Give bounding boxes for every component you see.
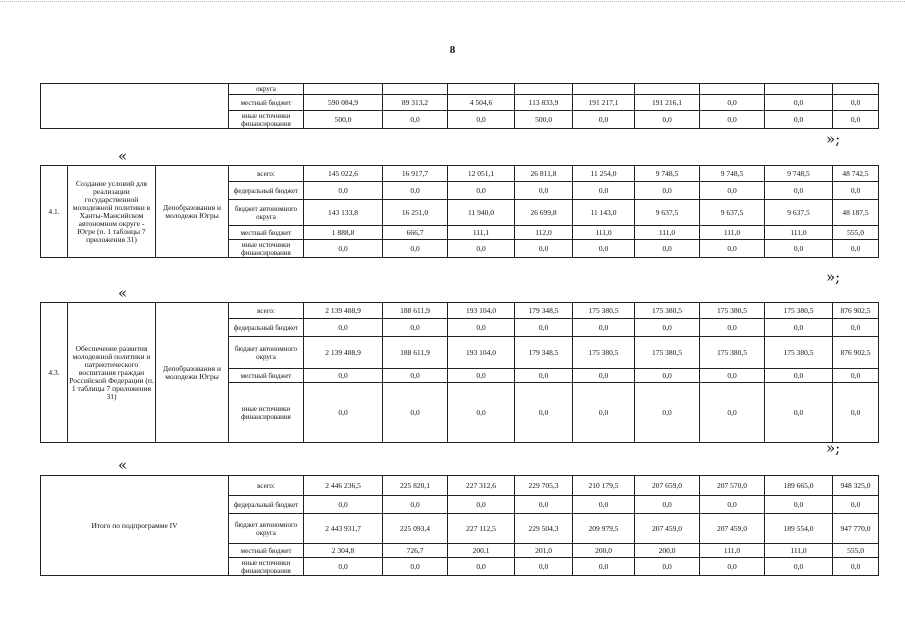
- budget-table-continuation: [40, 83, 879, 129]
- value-cell: 0,0: [448, 369, 515, 383]
- page-number: 8: [449, 44, 456, 56]
- value-cell: 0,0: [833, 496, 879, 514]
- value-cell: 0,0: [573, 558, 635, 576]
- value-cell: 111,0: [765, 544, 833, 558]
- value-cell: 0,0: [635, 558, 700, 576]
- value-cell: 9 637,5: [635, 200, 700, 226]
- value-cell: 0,0: [383, 496, 448, 514]
- closing-quote: »;: [826, 439, 841, 457]
- value-cell: 0,0: [573, 111, 635, 129]
- value-cell: 0,0: [700, 111, 765, 129]
- value-cell: 189 665,0: [765, 476, 833, 496]
- value-cell: 1 888,8: [304, 226, 383, 240]
- value-cell: 229 705,3: [515, 476, 573, 496]
- value-cell: 0,0: [515, 182, 573, 200]
- scan-top-edge: [0, 1, 905, 2]
- value-cell: 0,0: [765, 369, 833, 383]
- table-row: [41, 476, 879, 496]
- value-cell: 200,0: [635, 544, 700, 558]
- value-cell: 2 446 236,5: [304, 476, 383, 496]
- opening-quote: «: [118, 147, 128, 165]
- value-cell: 876 902,5: [833, 303, 879, 319]
- value-cell: 227 312,6: [448, 476, 515, 496]
- item-number: 4.3.: [41, 303, 68, 443]
- value-cell: 207 659,0: [635, 476, 700, 496]
- table2-body: [41, 303, 879, 443]
- value-cell: 0,0: [635, 369, 700, 383]
- value-cell: 188 611,9: [383, 303, 448, 319]
- value-cell: 111,0: [765, 226, 833, 240]
- item-name: Обеспечение развития молодежной политики и патриотического воспитания граждан Российской Федерации (п. 1 таблицы 7 приложения 31): [68, 303, 156, 443]
- value-cell: 207 459,0: [700, 514, 765, 544]
- value-cell: 143 133,8: [304, 200, 383, 226]
- value-cell: 0,0: [304, 240, 383, 258]
- value-cell: 0,0: [833, 383, 879, 443]
- value-cell: 0,0: [765, 383, 833, 443]
- value-cell: 0,0: [383, 369, 448, 383]
- value-cell: 175 380,5: [765, 337, 833, 369]
- funding-source-label: бюджет автономного округа: [229, 200, 304, 226]
- value-cell: 0,0: [304, 383, 383, 443]
- value-cell: 0,0: [573, 369, 635, 383]
- value-cell: 0,0: [765, 240, 833, 258]
- value-cell: 179 348,5: [515, 303, 573, 319]
- value-cell: 0,0: [515, 240, 573, 258]
- budget-table-4-3: [40, 302, 879, 443]
- value-cell: 191 217,1: [573, 95, 635, 111]
- closing-quote: »;: [826, 130, 841, 148]
- merged-left-cell: [41, 84, 229, 129]
- value-cell: 876 902,5: [833, 337, 879, 369]
- value-cell: 9 748,5: [700, 166, 765, 182]
- value-cell: 175 380,5: [700, 303, 765, 319]
- value-cell: 210 179,5: [573, 476, 635, 496]
- value-cell: 590 084,9: [304, 95, 383, 111]
- value-cell: 16 251,0: [383, 200, 448, 226]
- value-cell: 229 504,3: [515, 514, 573, 544]
- value-cell: 9 637,5: [700, 200, 765, 226]
- value-cell: 0,0: [573, 383, 635, 443]
- value-cell: 0,0: [765, 182, 833, 200]
- value-cell: 0,0: [515, 383, 573, 443]
- value-cell: 0,0: [700, 240, 765, 258]
- value-cell: 11 254,0: [573, 166, 635, 182]
- value-cell: 2 443 931,7: [304, 514, 383, 544]
- value-cell: 12 051,1: [448, 166, 515, 182]
- value-cell: 0,0: [765, 95, 833, 111]
- value-cell: 4 504,6: [448, 95, 515, 111]
- value-cell: 207 459,0: [635, 514, 700, 544]
- value-cell: 0,0: [765, 496, 833, 514]
- value-cell: 193 104,0: [448, 337, 515, 369]
- value-cell: [765, 84, 833, 95]
- value-cell: 0,0: [448, 240, 515, 258]
- value-cell: 227 112,5: [448, 514, 515, 544]
- funding-source-label: местный бюджет: [229, 95, 304, 111]
- value-cell: 111,1: [448, 226, 515, 240]
- value-cell: 26 811,8: [515, 166, 573, 182]
- value-cell: 0,0: [765, 111, 833, 129]
- value-cell: 179 348,5: [515, 337, 573, 369]
- value-cell: 0,0: [383, 182, 448, 200]
- table0-body: [41, 84, 879, 129]
- value-cell: [448, 84, 515, 95]
- value-cell: 0,0: [700, 95, 765, 111]
- value-cell: 500,0: [515, 111, 573, 129]
- value-cell: 0,0: [383, 240, 448, 258]
- value-cell: 947 770,0: [833, 514, 879, 544]
- value-cell: 0,0: [700, 496, 765, 514]
- value-cell: [573, 84, 635, 95]
- value-cell: 111,0: [700, 544, 765, 558]
- value-cell: 26 699,8: [515, 200, 573, 226]
- value-cell: 0,0: [515, 558, 573, 576]
- subtotal-name: Итого по подпрограмме IV: [41, 476, 229, 576]
- value-cell: 0,0: [573, 240, 635, 258]
- value-cell: 175 380,5: [573, 337, 635, 369]
- value-cell: 0,0: [765, 558, 833, 576]
- value-cell: 2 139 488,9: [304, 303, 383, 319]
- value-cell: 9 748,5: [765, 166, 833, 182]
- value-cell: 726,7: [383, 544, 448, 558]
- funding-source-label: иные источники финансирования: [229, 558, 304, 576]
- value-cell: 0,0: [833, 369, 879, 383]
- value-cell: 0,0: [765, 319, 833, 337]
- value-cell: [833, 84, 879, 95]
- value-cell: [304, 84, 383, 95]
- value-cell: 0,0: [635, 111, 700, 129]
- table-row: [41, 166, 879, 182]
- value-cell: 188 611,9: [383, 337, 448, 369]
- value-cell: 0,0: [700, 319, 765, 337]
- value-cell: 2 139 488,9: [304, 337, 383, 369]
- table1-body: [41, 166, 879, 258]
- value-cell: 0,0: [833, 182, 879, 200]
- value-cell: 145 022,6: [304, 166, 383, 182]
- opening-quote: «: [118, 456, 128, 474]
- value-cell: 9 748,5: [635, 166, 700, 182]
- funding-source-label: бюджет автономного округа: [229, 514, 304, 544]
- value-cell: 0,0: [833, 558, 879, 576]
- value-cell: 555,0: [833, 226, 879, 240]
- value-cell: 191 216,1: [635, 95, 700, 111]
- funding-source-label: федеральный бюджет: [229, 319, 304, 337]
- value-cell: 666,7: [383, 226, 448, 240]
- value-cell: 200,1: [448, 544, 515, 558]
- value-cell: 0,0: [448, 182, 515, 200]
- funding-source-label: местный бюджет: [229, 226, 304, 240]
- value-cell: 0,0: [700, 182, 765, 200]
- value-cell: 0,0: [304, 369, 383, 383]
- value-cell: 189 554,0: [765, 514, 833, 544]
- funding-source-label: местный бюджет: [229, 369, 304, 383]
- value-cell: 0,0: [700, 558, 765, 576]
- value-cell: 948 325,0: [833, 476, 879, 496]
- value-cell: 113 833,9: [515, 95, 573, 111]
- item-number: 4.1.: [41, 166, 68, 258]
- value-cell: 0,0: [383, 111, 448, 129]
- value-cell: 193 104,0: [448, 303, 515, 319]
- value-cell: 9 637,5: [765, 200, 833, 226]
- value-cell: [383, 84, 448, 95]
- value-cell: [700, 84, 765, 95]
- value-cell: 112,0: [515, 226, 573, 240]
- funding-source-label: всего:: [229, 476, 304, 496]
- value-cell: 48 187,5: [833, 200, 879, 226]
- funding-source-label: бюджет автономного округа: [229, 337, 304, 369]
- closing-quote: »;: [826, 268, 841, 286]
- value-cell: 175 380,5: [635, 303, 700, 319]
- value-cell: 0,0: [448, 383, 515, 443]
- value-cell: 0,0: [515, 496, 573, 514]
- table3-body: [41, 476, 879, 576]
- value-cell: 2 304,8: [304, 544, 383, 558]
- value-cell: 0,0: [304, 558, 383, 576]
- budget-table-total: [40, 475, 879, 576]
- value-cell: 111,0: [635, 226, 700, 240]
- value-cell: 0,0: [304, 319, 383, 337]
- value-cell: 0,0: [383, 558, 448, 576]
- value-cell: 0,0: [833, 240, 879, 258]
- funding-source-label: местный бюджет: [229, 544, 304, 558]
- item-name: Создание условий для реализации государственной молодежной политики в Ханты-Мансийском автономном округе - Югре (п. 1 таблицы 7 приложения 31): [68, 166, 156, 258]
- value-cell: 0,0: [700, 369, 765, 383]
- funding-source-label: федеральный бюджет: [229, 182, 304, 200]
- funding-source-label: иные источники финансирования: [229, 240, 304, 258]
- value-cell: 0,0: [304, 496, 383, 514]
- value-cell: 0,0: [515, 319, 573, 337]
- value-cell: 0,0: [635, 240, 700, 258]
- value-cell: 0,0: [515, 369, 573, 383]
- value-cell: 0,0: [448, 319, 515, 337]
- value-cell: 0,0: [304, 182, 383, 200]
- value-cell: 11 940,0: [448, 200, 515, 226]
- funding-source-label: всего:: [229, 303, 304, 319]
- value-cell: 0,0: [833, 111, 879, 129]
- value-cell: 0,0: [635, 182, 700, 200]
- value-cell: 0,0: [448, 496, 515, 514]
- funding-source-label: всего:: [229, 166, 304, 182]
- value-cell: 48 742,5: [833, 166, 879, 182]
- value-cell: 175 380,5: [573, 303, 635, 319]
- value-cell: 207 570,0: [700, 476, 765, 496]
- value-cell: 0,0: [383, 383, 448, 443]
- value-cell: 16 917,7: [383, 166, 448, 182]
- value-cell: 111,0: [700, 226, 765, 240]
- value-cell: 0,0: [383, 319, 448, 337]
- value-cell: [635, 84, 700, 95]
- value-cell: 111,0: [573, 226, 635, 240]
- value-cell: 225 093,4: [383, 514, 448, 544]
- funding-source-label: федеральный бюджет: [229, 496, 304, 514]
- value-cell: 0,0: [833, 95, 879, 111]
- value-cell: 200,0: [573, 544, 635, 558]
- item-executor: Депобразования и молодежи Югры: [156, 166, 229, 258]
- value-cell: 175 380,5: [765, 303, 833, 319]
- value-cell: 0,0: [635, 383, 700, 443]
- value-cell: 0,0: [700, 383, 765, 443]
- value-cell: 175 380,5: [700, 337, 765, 369]
- value-cell: 201,0: [515, 544, 573, 558]
- value-cell: [515, 84, 573, 95]
- value-cell: 89 313,2: [383, 95, 448, 111]
- funding-source-label: округа: [229, 84, 304, 95]
- opening-quote: «: [118, 284, 128, 302]
- value-cell: 0,0: [635, 496, 700, 514]
- table-row: [41, 303, 879, 319]
- value-cell: 0,0: [573, 496, 635, 514]
- table-row: [41, 84, 879, 95]
- value-cell: 0,0: [448, 111, 515, 129]
- value-cell: 0,0: [448, 558, 515, 576]
- value-cell: 209 979,5: [573, 514, 635, 544]
- value-cell: 0,0: [573, 319, 635, 337]
- funding-source-label: иные источники финансирования: [229, 383, 304, 443]
- value-cell: 175 380,5: [635, 337, 700, 369]
- value-cell: 11 143,0: [573, 200, 635, 226]
- budget-table-4-1: [40, 165, 879, 258]
- value-cell: 0,0: [573, 182, 635, 200]
- value-cell: 500,0: [304, 111, 383, 129]
- value-cell: 0,0: [833, 319, 879, 337]
- value-cell: 225 820,1: [383, 476, 448, 496]
- item-executor: Депобразования и молодежи Югры: [156, 303, 229, 443]
- funding-source-label: иные источники финансирования: [229, 111, 304, 129]
- value-cell: 0,0: [635, 319, 700, 337]
- value-cell: 555,0: [833, 544, 879, 558]
